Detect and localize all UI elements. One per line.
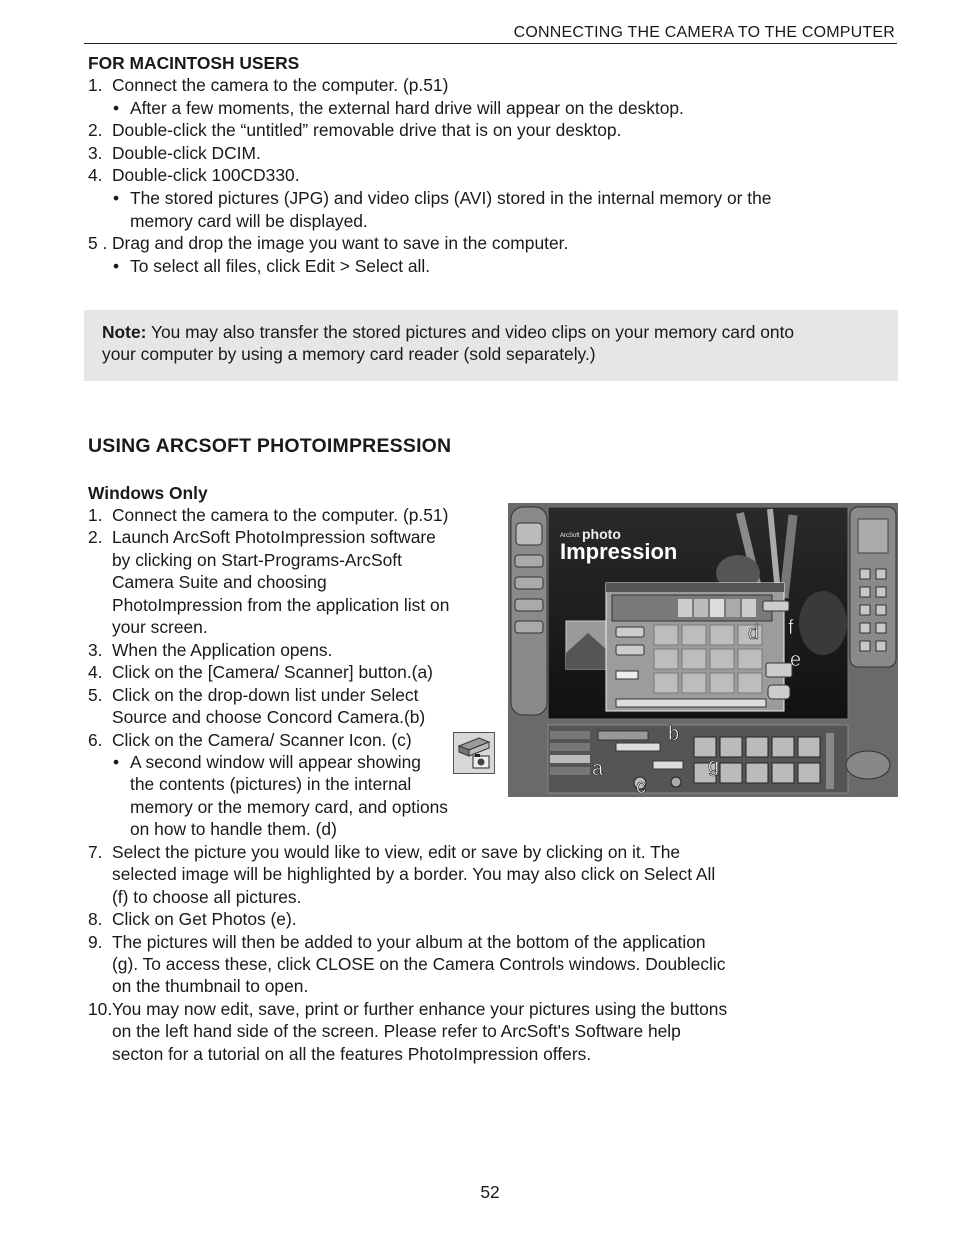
bullet: • — [113, 188, 120, 208]
step-number: 1. — [88, 75, 103, 95]
note-label: Note: — [102, 322, 147, 342]
section-title: USING ARCSOFT PHOTOIMPRESSION — [88, 435, 452, 457]
step-text: on the left hand side of the screen. Please refer to ArcSoft's Software help — [112, 1021, 681, 1042]
step-number: 7. — [88, 841, 103, 862]
step-text: memory or the memory card, and options — [130, 796, 448, 817]
step-text: Double-click DCIM. — [112, 142, 261, 163]
bullet: • — [113, 255, 120, 276]
photoimpression-screenshot — [508, 503, 898, 797]
step-text: Source and choose Concord Camera.(b) — [112, 707, 426, 728]
step-text: Click on the [Camera/ Scanner] button.(a) — [112, 662, 433, 683]
callout-g: g — [708, 755, 720, 777]
step-text: Connect the camera to the computer. (p.51) — [112, 505, 449, 525]
step-text: on the thumbnail to open. — [112, 976, 309, 997]
step-text: Click on the drop-down list under Select — [112, 684, 419, 705]
step-text: PhotoImpression from the application list on — [112, 594, 450, 615]
step-number: 4. — [88, 165, 103, 186]
note-line-2: your computer by using a memory card reader (sold separately.) — [102, 344, 596, 365]
step-text: Connect the camera to the computer. (p.51) — [112, 75, 449, 95]
step-number: 10. — [88, 998, 113, 1019]
step-text: your screen. — [112, 617, 208, 638]
step-text: Double-click 100CD330. — [112, 165, 300, 186]
callout-e: e — [790, 649, 802, 671]
step-number: 5 . — [88, 233, 108, 254]
fig-brand-small: ArcSoft — [560, 533, 580, 539]
step-text: After a few moments, the external hard drive will appear on the desktop. — [130, 97, 684, 118]
step-number: 6. — [88, 729, 103, 750]
note-text — [102, 321, 882, 366]
step-number: 9. — [88, 931, 103, 952]
step-number: 4. — [88, 662, 103, 683]
callout-d: d — [748, 622, 760, 644]
callout-c: c — [636, 776, 646, 797]
callout-f: f — [788, 617, 794, 639]
step-text: the contents (pictures) in the internal — [130, 774, 412, 795]
windows-subheading: Windows Only — [88, 483, 208, 503]
fig-brand-photo: photo — [582, 526, 621, 542]
note-line-1: You may also transfer the stored pictures and video clips on your memory card onto — [150, 322, 795, 342]
step-text: The stored pictures (JPG) and video clips (AVI) stored in the internal memory or the — [130, 188, 772, 208]
header-rule — [84, 43, 897, 44]
bullet: • — [113, 97, 120, 118]
step-text: Select the picture you would like to view, edit or save by clicking on it. The — [112, 841, 681, 862]
step-text: When the Application opens. — [112, 639, 333, 660]
step-text: (f) to choose all pictures. — [112, 886, 302, 907]
step-text: Drag and drop the image you want to save in the computer. — [112, 233, 569, 254]
step-number: 3. — [88, 639, 103, 660]
step-text: Click on Get Photos (e). — [112, 909, 297, 930]
step-text: You may now edit, save, print or further enhance your pictures using the buttons — [112, 998, 728, 1019]
step-text: Double-click the “untitled” removable drive that is on your desktop. — [112, 120, 622, 141]
fig-brand-main: Impression — [560, 539, 678, 564]
step-text: by clicking on Start-Programs-ArcSoft — [112, 549, 402, 570]
step-number: 2. — [88, 120, 103, 141]
bullet: • — [113, 751, 120, 772]
step-text: (g). To access these, click CLOSE on the Camera Controls windows. Doubleclic — [112, 954, 726, 974]
mac-heading: FOR MACINTOSH USERS — [88, 53, 300, 73]
callout-b: b — [668, 723, 680, 745]
page-number: 52 — [480, 1182, 500, 1202]
step-number: 3. — [88, 142, 103, 163]
step-text: memory card will be displayed. — [130, 210, 368, 231]
step-number: 8. — [88, 909, 103, 930]
step-text: Launch ArcSoft PhotoImpression software — [112, 527, 436, 548]
step-text: Click on the Camera/ Scanner Icon. (c) — [112, 729, 412, 750]
step-text: on how to handle them. (d) — [130, 819, 337, 840]
step-number: 1. — [88, 505, 103, 525]
step-text: secton for a tutorial on all the features PhotoImpression offers. — [112, 1043, 592, 1064]
step-text: A second window will appear showing — [130, 751, 421, 772]
step-number: 5. — [88, 684, 103, 705]
callout-a: a — [592, 758, 604, 780]
running-header: CONNECTING THE CAMERA TO THE COMPUTER — [513, 24, 895, 41]
step-text: Camera Suite and choosing — [112, 572, 327, 593]
step-text: selected image will be highlighted by a border. You may also click on Select All — [112, 864, 716, 885]
step-number: 2. — [88, 527, 103, 548]
camera-scanner-icon — [453, 732, 495, 774]
step-text: The pictures will then be added to your album at the bottom of the application — [112, 931, 706, 952]
step-text: To select all files, click Edit > Select all. — [130, 255, 431, 276]
